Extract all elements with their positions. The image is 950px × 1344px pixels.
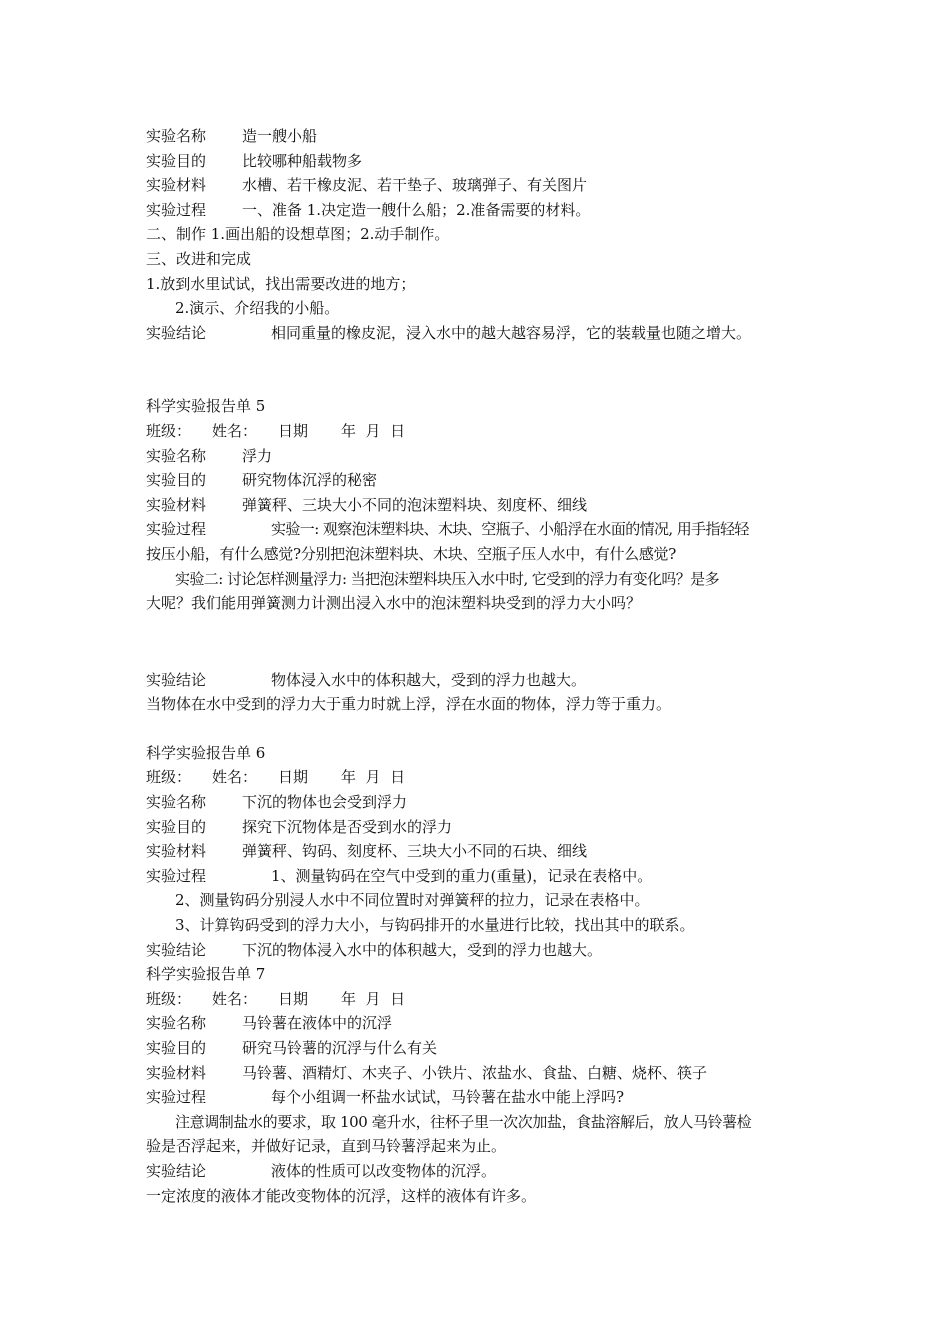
process-line: 实验二: 讨论怎样测量浮力: 当把泡沫塑料块压入水中时, 它受到的浮力有变化吗？是多 bbox=[175, 569, 719, 588]
field-value: 研究马铃薯的沉浮与什么有关 bbox=[242, 1039, 438, 1057]
year-month-day-label: 年 月 日 bbox=[341, 989, 406, 1008]
experiment-purpose-row bbox=[146, 815, 814, 840]
field-value: 浮力 bbox=[242, 446, 273, 465]
header-fields-row bbox=[146, 419, 814, 444]
process-line: 按压小船，有什么感觉?分别把泡沫塑料块、木块、空瓶子压人水中，有什么感觉? bbox=[146, 544, 676, 563]
student-name-label: 姓名： bbox=[212, 768, 258, 787]
field-value: 弹簧秤、钩码、刻度杯、三块大小不同的石块、细线 bbox=[242, 842, 588, 861]
field-label: 实验名称 bbox=[146, 446, 207, 465]
process-line: 2、测量钩码分别浸人水中不同位置时对弹簧秤的拉力，记录在表格中。 bbox=[175, 891, 650, 910]
field-value: 相同重量的橡皮泥，浸入水中的越大越容易浮，它的装载量也随之增大。 bbox=[271, 323, 752, 342]
experiment-materials-row bbox=[146, 493, 814, 518]
document-body bbox=[146, 124, 814, 1208]
experiment-name-row bbox=[146, 444, 814, 469]
class-label: 班级： bbox=[146, 989, 192, 1008]
header-fields-row bbox=[146, 765, 814, 790]
spacer bbox=[146, 717, 814, 741]
report-title: 科学实验报告单 6 bbox=[146, 743, 266, 762]
field-value: 马铃薯、酒精灯、木夹子、小铁片、浓盐水、食盐、白糖、烧杯、筷子 bbox=[242, 1063, 708, 1082]
experiment-conclusion-row bbox=[146, 1159, 814, 1184]
field-value: 每个小组调一杯盐水试试，马铃薯在盐水中能上浮吗? bbox=[271, 1088, 625, 1107]
field-label: 实验目的 bbox=[146, 471, 207, 490]
date-label: 日期 bbox=[278, 989, 309, 1008]
header-fields-row bbox=[146, 987, 814, 1012]
field-value: 造一艘小船 bbox=[242, 127, 318, 145]
experiment-conclusion-row bbox=[146, 938, 814, 963]
experiment-conclusion-row bbox=[146, 668, 814, 693]
field-label: 实验结论 bbox=[146, 940, 207, 959]
field-value: 马铃薯在液体中的沉浮 bbox=[242, 1014, 393, 1033]
field-label: 实验目的 bbox=[146, 151, 207, 170]
field-label: 实验材料 bbox=[146, 842, 207, 861]
class-label: 班级： bbox=[146, 768, 192, 787]
process-line: 1.放到水里试试，找出需要改进的地方； bbox=[146, 274, 416, 293]
field-label: 实验过程 bbox=[146, 866, 207, 885]
student-name-label: 姓名： bbox=[212, 421, 258, 440]
conclusion-line: 一定浓度的液体才能改变物体的沉浮，这样的液体有许多。 bbox=[146, 1186, 537, 1205]
field-value: 下沉的物体也会受到浮力 bbox=[242, 793, 408, 812]
process-line: 验是否浮起来，并做好记录，直到马铃薯浮起来为止。 bbox=[146, 1137, 507, 1156]
conclusion-line: 当物体在水中受到的浮力大于重力时就上浮，浮在水面的物体，浮力等于重力。 bbox=[146, 695, 672, 714]
field-value: 水槽、若干橡皮泥、若干垫子、玻璃弹子、有关图片 bbox=[242, 176, 588, 195]
date-label: 日期 bbox=[278, 421, 309, 440]
field-label: 实验材料 bbox=[146, 1063, 207, 1082]
field-value: 实验一: 观察泡沫塑料块、木块、空瓶子、小船浮在水面的情况, 用手指轻轻 bbox=[271, 520, 749, 539]
field-value: 探究下沉物体是否受到水的浮力 bbox=[242, 817, 453, 836]
experiment-materials-row bbox=[146, 1061, 814, 1086]
field-value: 物体浸入水中的体积越大，受到的浮力也越大。 bbox=[271, 670, 587, 689]
process-line: 3、计算钩码受到的浮力大小，与钩码排开的水量进行比较，找出其中的联系。 bbox=[175, 916, 695, 935]
experiment-materials-row bbox=[146, 173, 814, 198]
experiment-name-row bbox=[146, 1011, 814, 1036]
experiment-conclusion-row bbox=[146, 321, 814, 346]
field-label: 实验目的 bbox=[146, 817, 207, 836]
experiment-process-row bbox=[146, 517, 814, 542]
field-label: 实验材料 bbox=[146, 176, 207, 195]
spacer bbox=[146, 345, 814, 394]
spacer bbox=[146, 616, 814, 668]
process-line: 大呢？我们能用弹簧测力计测出浸入水中的泡沫塑料块受到的浮力大小吗？ bbox=[146, 594, 642, 613]
field-label: 实验名称 bbox=[146, 1014, 207, 1033]
process-line: 2.演示、介绍我的小船。 bbox=[175, 299, 340, 318]
field-value: 弹簧秤、三块大小不同的泡沫塑料块、刻度杯、细线 bbox=[242, 495, 588, 514]
field-label: 实验过程 bbox=[146, 520, 207, 539]
field-label: 实验材料 bbox=[146, 495, 207, 514]
experiment-name-row bbox=[146, 790, 814, 815]
experiment-process-row bbox=[146, 864, 814, 889]
field-value: 1、测量钩码在空气中受到的重力(重量)，记录在表格中。 bbox=[271, 866, 653, 885]
process-line: 注意调制盐水的要求，取 100 毫升水，往杯子里一次次加盐，食盐溶解后，放人马铃薯检 bbox=[175, 1112, 752, 1131]
field-label: 实验结论 bbox=[146, 1161, 207, 1180]
field-label: 实验名称 bbox=[146, 127, 207, 145]
process-line: 二、制作 1.画出船的设想草图；2.动手制作。 bbox=[146, 225, 450, 244]
field-value: 比较哪种船载物多 bbox=[242, 151, 363, 170]
field-label: 实验名称 bbox=[146, 793, 207, 812]
experiment-name-row bbox=[146, 124, 814, 149]
field-label: 实验过程 bbox=[146, 1088, 207, 1107]
experiment-purpose-row bbox=[146, 1036, 814, 1061]
experiment-purpose-row bbox=[146, 149, 814, 174]
field-label: 实验结论 bbox=[146, 670, 207, 689]
class-label: 班级： bbox=[146, 421, 192, 440]
field-value: 液体的性质可以改变物体的沉浮。 bbox=[271, 1161, 497, 1180]
date-label: 日期 bbox=[278, 768, 309, 787]
field-value: 一、准备 1.决定造一艘什么船；2.准备需要的材料。 bbox=[242, 200, 591, 219]
process-line: 三、改进和完成 bbox=[146, 249, 252, 268]
experiment-materials-row bbox=[146, 839, 814, 864]
year-month-day-label: 年 月 日 bbox=[341, 768, 406, 787]
field-label: 实验结论 bbox=[146, 323, 207, 342]
field-label: 实验过程 bbox=[146, 200, 207, 219]
report-title: 科学实验报告单 7 bbox=[146, 965, 266, 984]
experiment-process-row bbox=[146, 1085, 814, 1110]
experiment-purpose-row bbox=[146, 468, 814, 493]
field-value: 下沉的物体浸入水中的体积越大，受到的浮力也越大。 bbox=[242, 940, 603, 959]
year-month-day-label: 年 月 日 bbox=[341, 421, 406, 440]
student-name-label: 姓名： bbox=[212, 989, 258, 1008]
experiment-process-row bbox=[146, 198, 814, 223]
report-title: 科学实验报告单 5 bbox=[146, 397, 266, 416]
field-value: 研究物体沉浮的秘密 bbox=[242, 471, 378, 490]
field-label: 实验目的 bbox=[146, 1039, 207, 1057]
